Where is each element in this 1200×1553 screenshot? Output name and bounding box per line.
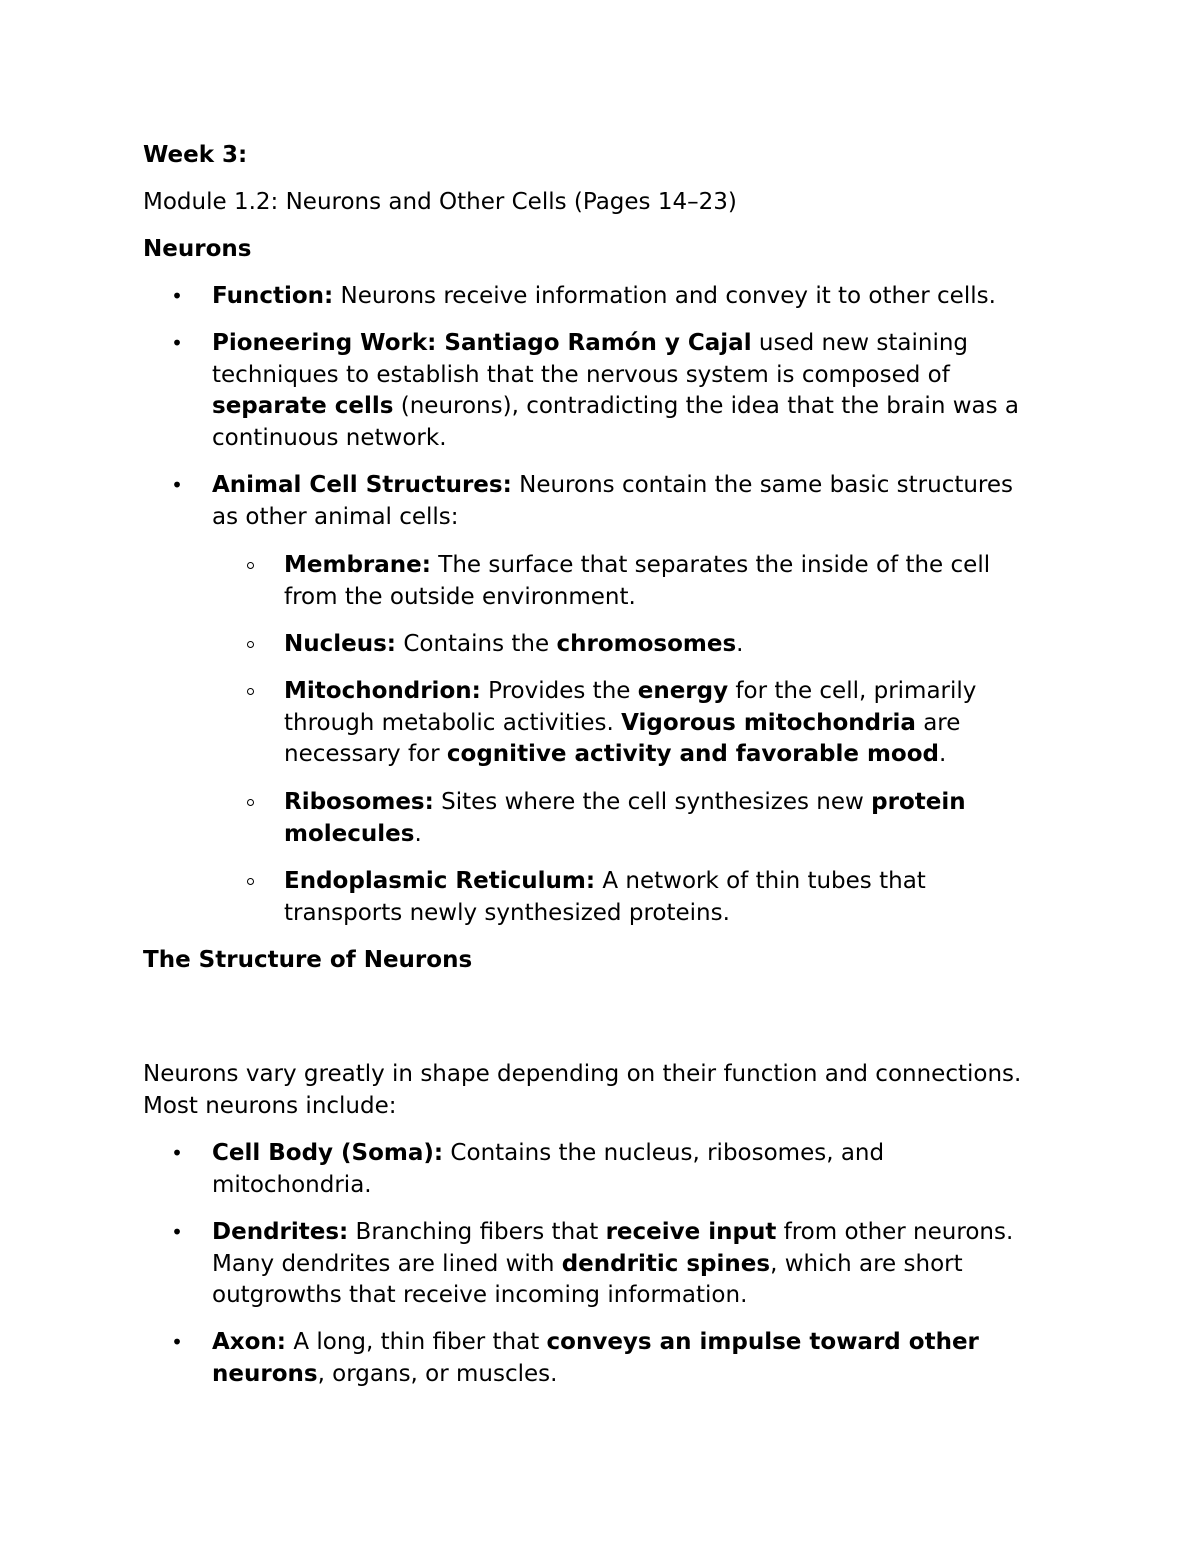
mito-text-2b: are [915,709,961,736]
er-text-1: A network of thin tubes that [595,868,926,894]
ribo-text-1: Sites where the cell synthesizes new [433,789,872,815]
soma-text-2: mitochondria. [212,1171,372,1198]
dendritic-spines-term: dendritic spines [561,1250,771,1277]
dendrites-text-1a: Branching fibers that [348,1219,606,1245]
er-text-2: transports newly synthesized proteins. [284,899,730,926]
intro-line-1: Neurons vary greatly in shape depending on their function and connections. [143,1061,1022,1087]
sublist-item-mitochondrion [284,676,976,771]
list-item-dendrites [171,1217,1014,1312]
neurons-term: neurons [212,1360,318,1387]
bullet-icon: • [171,1330,183,1354]
pioneering-text-1: used new staining [751,330,969,356]
mito-text-3b: . [938,741,947,767]
mito-text-1a: Provides the [480,678,638,704]
bullet-icon: • [171,331,183,355]
nucleus-text: Contains the [396,631,557,657]
receive-input-term: receive input [605,1219,777,1245]
dendrites-text-2a: Many dendrites are lined with [212,1250,562,1277]
pioneering-text-3: (neurons), contradicting the idea that the brain was a [393,393,1019,419]
membrane-text-1: The surface that separates the inside of the cell [430,552,991,578]
list-item-cell-body [171,1138,885,1201]
bullet-icon: • [171,473,183,497]
energy-term: energy [637,678,729,704]
circle-bullet-icon [247,641,254,648]
er-label: Endoplasmic Reticulum: [284,868,596,894]
pioneering-text-2: techniques to establish that the nervous system is composed of [212,361,950,388]
mito-label: Mitochondrion: [284,678,481,704]
axon-end: , organs, or muscles. [317,1360,558,1387]
list-item-pioneering-work [171,328,1019,454]
mito-text-2a: through metabolic activities. [284,709,622,736]
sublist-item-nucleus [284,629,743,661]
sublist-item-membrane [284,550,990,613]
pioneering-text-4: continuous network. [212,424,447,451]
bullet-icon: • [171,284,183,308]
pioneering-label: Pioneering Work: Santiago Ramón y Cajal [212,330,752,356]
dendrites-text-2b: , which are short [770,1250,963,1277]
ribo-label: Ribosomes: [284,789,434,815]
membrane-text-2: from the outside environment. [284,583,636,610]
axon-label: Axon: [212,1329,287,1355]
dendrites-text-3: outgrowths that receive incoming information. [212,1282,748,1308]
vigorous-mitochondria-term: Vigorous mitochondria [621,709,916,736]
animal-text-1: Neurons contain the same basic structures [511,472,1014,498]
nucleus-label: Nucleus: [284,631,397,657]
sublist-item-ribosomes [284,787,966,850]
soma-text-1: Contains the nucleus, ribosomes, and [443,1140,885,1166]
section-heading-structure: The Structure of Neurons [143,947,473,973]
bullet-icon: • [171,1141,183,1165]
axon-text-1: A long, thin fiber that [286,1329,547,1355]
membrane-label: Membrane: [284,552,431,578]
circle-bullet-icon [247,878,254,885]
dendrites-label: Dendrites: [212,1219,349,1245]
intro-line-2: Most neurons include: [143,1093,397,1119]
animal-text-2: as other animal cells: [212,503,459,530]
bullet-icon: • [171,1220,183,1244]
ribo-end: . [414,820,422,847]
function-text: Neurons receive information and convey it to other cells. [333,283,996,309]
soma-label: Cell Body (Soma): [212,1140,444,1166]
circle-bullet-icon [247,562,254,569]
cognitive-activity-term: cognitive activity and favorable mood [446,741,939,767]
sublist-item-endoplasmic-reticulum [284,866,926,929]
animal-label: Animal Cell Structures: [212,472,512,498]
list-item-axon [171,1327,979,1390]
mito-text-1b: for the cell, primarily [728,678,977,704]
conveys-impulse-term: conveys an impulse toward other [546,1329,979,1355]
chromosomes-term: chromosomes [556,631,737,657]
separate-cells-term: separate cells [212,393,394,419]
nucleus-end: . [736,631,744,657]
list-item-function [171,281,996,313]
molecules-term: molecules [284,820,415,847]
list-item-animal-cell-structures [171,470,1014,533]
mito-text-3a: necessary for [284,741,447,767]
protein-term: protein [871,789,966,815]
module-title: Module 1.2: Neurons and Other Cells (Pages 14–23) [143,189,737,215]
dendrites-text-1b: from other neurons. [776,1219,1014,1245]
function-label: Function: [212,283,334,309]
section-heading-neurons: Neurons [143,236,252,262]
circle-bullet-icon [247,688,254,695]
circle-bullet-icon [247,799,254,806]
week-heading: Week 3: [143,142,248,168]
